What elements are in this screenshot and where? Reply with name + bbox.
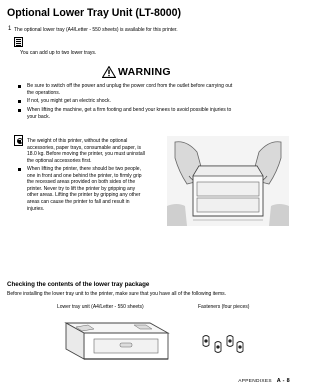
section-heading: Checking the contents of the lower tray package (7, 281, 150, 288)
warning-item (27, 83, 289, 96)
caution-item-line: The weight of this printer, without the optional (27, 138, 128, 144)
caution-item-line: accessories, paper trays, consumable and paper, is (27, 144, 141, 151)
warning-item-line: Be sure to switch off the power and unplug the power cord from the outlet before carrying out (27, 83, 233, 89)
step-number: 1 (8, 26, 12, 32)
caution-item-line: one in front and one behind the printer, to firmly grip (27, 172, 142, 179)
caution-item-line: 18.0 kg. Before moving the printer, you must uninstall (27, 151, 145, 158)
warning-item-line: your back. (27, 113, 51, 120)
fasteners-caption: Fasteners (four pieces) (198, 304, 250, 310)
warning-item (27, 98, 289, 105)
page-footer (238, 378, 290, 384)
caution-item-line: the recessed areas provided on both sides of the (27, 179, 136, 186)
caution-item-line: areas can cause the printer to fall and result in (27, 198, 130, 205)
lower-tray-unit-illustration (48, 313, 174, 373)
warning-triangle-icon (102, 66, 116, 78)
warning-header (50, 66, 250, 78)
warning-item (27, 107, 289, 120)
step-1 (8, 26, 284, 34)
step-text: The optional lower tray (A4/Letter - 550 sheets) is available for this printer. (14, 27, 178, 33)
caution-item (27, 166, 163, 212)
note-icon (14, 37, 23, 47)
caution-item-line: other areas. Lifting the printer by gripping any other (27, 192, 141, 199)
caution-item-line: printer. Never try to lift the printer by gripping any (27, 185, 136, 192)
page-title: Optional Lower Tray Unit (LT-8000) (7, 7, 182, 19)
warning-label: WARNING (118, 66, 171, 78)
caution-item-line: the optional accessories first. (27, 157, 92, 164)
footer-section: APPENDIXES (238, 379, 272, 384)
caution-item-line: When lifting the printer, there should be two people, (27, 166, 141, 172)
lifting-printer-illustration (167, 136, 289, 226)
warning-item-line: When lifting the machine, get a firm footing and bend your knees to avoid possible injuries to (27, 107, 232, 113)
warning-item-line: the operations. (27, 89, 61, 96)
fasteners-illustration (197, 333, 249, 357)
note-text: You can add up to two lower trays. (20, 50, 97, 56)
warning-item-line: If not, you might get an electric shock. (27, 98, 111, 104)
caution-item (27, 138, 163, 164)
section-intro: Before installing the lower tray unit to the printer, make sure that you have all of the following items. (7, 291, 227, 297)
footer-page-number: A - 8 (276, 378, 290, 384)
tray-caption: Lower tray unit (A4/Letter - 550 sheets) (57, 304, 144, 310)
caution-item-line: injuries. (27, 205, 45, 212)
